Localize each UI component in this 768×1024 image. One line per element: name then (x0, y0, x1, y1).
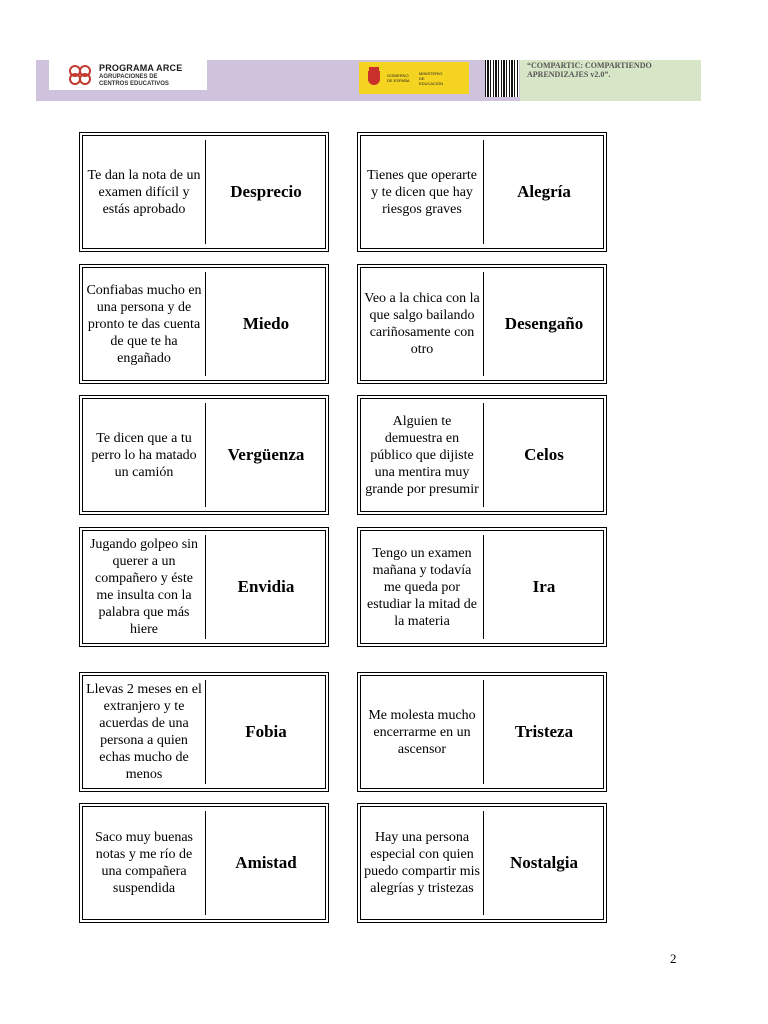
emotion-card (357, 803, 607, 923)
card-situation-text: Veo a la chica con la que salgo bailando cariñosamente con otro (361, 272, 484, 376)
card-situation-text: Hay una persona especial con quien puedo compartir mis alegrías y tristezas (361, 811, 484, 915)
emotion-card (79, 527, 329, 647)
card-border (82, 398, 326, 512)
emotion-card (357, 395, 607, 515)
card-situation-text: Saco muy buenas notas y me río de una compañera suspendida (83, 811, 206, 915)
arce-title: PROGRAMA ARCE (99, 62, 183, 73)
card-situation-text: Alguien te demuestra en público que dijiste una mentira muy grande por presumir (361, 403, 484, 507)
card-border (360, 806, 604, 920)
card-emotion-label: Tristeza (514, 722, 574, 741)
page-number: 2 (670, 951, 677, 966)
card-emotion-label: Amistad (235, 853, 297, 872)
card-border (82, 135, 326, 249)
card-emotion-label: Vergüenza (227, 445, 305, 464)
emotion-card (357, 527, 607, 647)
card-situation-text: Te dan la nota de un examen difícil y estás aprobado (83, 140, 206, 244)
card-emotion-label: Envidia (237, 577, 295, 596)
card-border (82, 675, 326, 789)
card-situation-text: Te dicen que a tu perro lo ha matado un camión (83, 403, 206, 507)
barcode-icon (485, 60, 519, 97)
card-situation-text: Tengo un examen mañana y todavía me queda por estudiar la mitad de la materia (361, 535, 484, 639)
card-situation-text: Me molesta mucho encerrarme en un ascensor (361, 680, 484, 784)
card-border (82, 530, 326, 644)
card-emotion-label: Desprecio (230, 182, 302, 201)
card-emotion-label: Ira (532, 577, 556, 596)
card-emotion-label: Alegría (517, 182, 571, 201)
spanish-crest-icon (365, 66, 383, 90)
emotion-card (79, 672, 329, 792)
emotion-card (79, 132, 329, 252)
emotion-card (79, 264, 329, 384)
card-border (360, 267, 604, 381)
arce-rings-icon (69, 65, 93, 85)
card-emotion-label: Miedo (242, 314, 290, 333)
arce-subtitle-1: AGRUPACIONES DE (99, 73, 158, 80)
programa-arce-logo (49, 60, 207, 90)
emotion-card (357, 132, 607, 252)
card-emotion-label: Desengaño (504, 314, 584, 333)
emotion-card (79, 803, 329, 923)
ministerio-logo (359, 62, 469, 94)
card-border (82, 267, 326, 381)
card-emotion-label: Celos (524, 445, 564, 464)
card-situation-text: Llevas 2 meses en el extranjero y te acuerdas de una persona a quien echas mucho de menos (83, 680, 206, 784)
gov-line-1: GOBIERNO DE ESPAÑA (387, 73, 410, 83)
card-emotion-label: Fobia (245, 722, 287, 741)
card-situation-text: Confiabas mucho en una persona y de pronto te das cuenta de que te ha engañado (83, 272, 206, 376)
card-border (360, 135, 604, 249)
card-border (360, 675, 604, 789)
emotion-card (357, 264, 607, 384)
card-border (360, 398, 604, 512)
card-border (360, 530, 604, 644)
card-situation-text: Jugando golpeo sin querer a un compañero y éste me insulta con la palabra que más hiere (83, 535, 206, 639)
emotion-card (79, 395, 329, 515)
emotion-card (357, 672, 607, 792)
header-caption: “COMPARTIC: COMPARTIENDO APRENDIZAJES v2.0”. (527, 61, 652, 79)
arce-subtitle-2: CENTROS EDUCATIVOS (99, 80, 169, 87)
card-situation-text: Tienes que operarte y te dicen que hay riesgos graves (361, 140, 484, 244)
gov-line-2: MINISTERIO DE EDUCACIÓN (419, 70, 444, 86)
card-emotion-label: Nostalgia (510, 853, 578, 872)
card-border (82, 806, 326, 920)
